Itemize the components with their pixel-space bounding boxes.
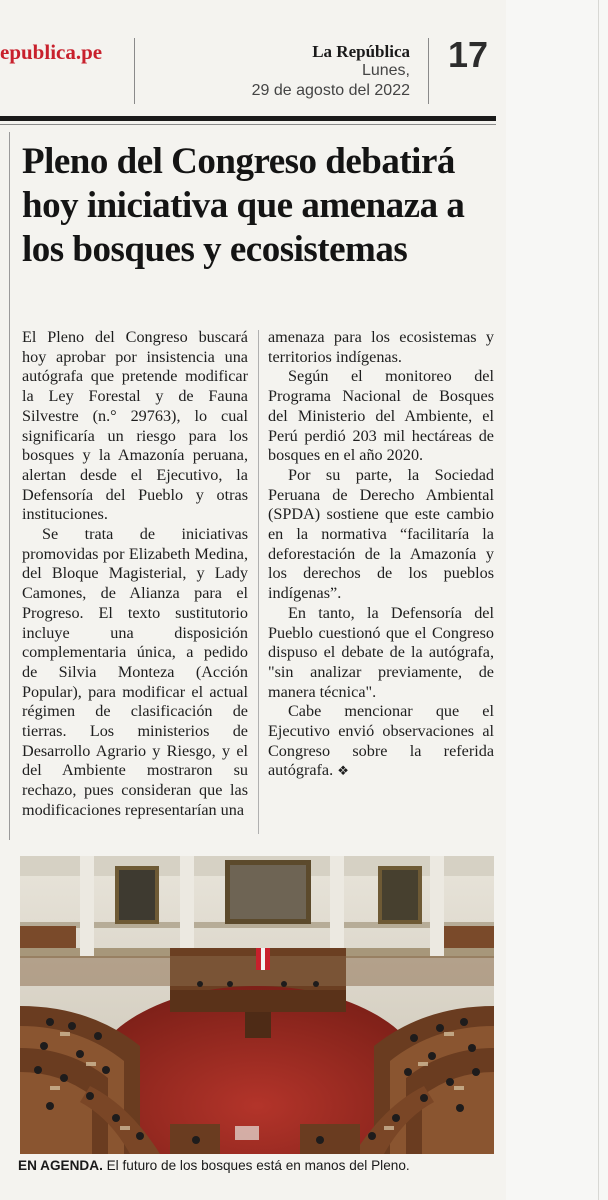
paragraph-text: Cabe mencionar que el Ejecutivo envió observaciones al Congreso sobre la referida autógrafa. (268, 702, 494, 780)
article-column-2 (268, 328, 494, 781)
page-number-divider (428, 38, 429, 104)
site-url: epublica.pe (0, 40, 103, 64)
header-divider (134, 38, 135, 104)
paragraph: amenaza para los ecosistemas y territorios indígenas. (268, 328, 494, 366)
weekday: Lunes, (361, 62, 410, 79)
caption-text: El futuro de los bosques está en manos del Pleno. (102, 1158, 410, 1173)
caption-tag: EN AGENDA. (18, 1158, 103, 1173)
article-left-rule (9, 132, 10, 840)
photo-caption (18, 1158, 498, 1173)
paragraph: El Pleno del Congreso buscará hoy aprobar por insistencia una autógrafa que pretende modificar la Ley Forestal y de Fauna Silvestre (n.° 29763), lo cual significaría un riesgo para los bosques y la Amazonía peruana, alertan desde el Ejecutivo, la Defensoría del Pueblo y otras instituciones. (22, 328, 248, 524)
column-divider (258, 330, 259, 834)
paragraph-last (268, 702, 494, 781)
paragraph: Según el monitoreo del Programa Nacional de Bosques del Ministerio del Ambiente, el Perú perdió 203 mil hectáreas de bosques en el año 2020. (268, 367, 494, 465)
congress-chamber-photo (20, 856, 494, 1154)
header-rule-thin (0, 124, 496, 125)
paragraph: Por su parte, la Sociedad Peruana de Derecho Ambiental (SPDA) sostiene que este cambio en la normativa “facilitaría la deforestación de la Amazonía y los derechos de los pueblos indígenas”. (268, 465, 494, 603)
paragraph: En tanto, la Defensoría del Pueblo cuestionó que el Congreso dispuso el debate de la autógrafa, "sin analizar previamente, de manera técnica". (268, 603, 494, 701)
page-number: 17 (448, 34, 489, 75)
newspaper-name: La República (312, 42, 410, 61)
paragraph: Se trata de iniciativas promovidas por Elizabeth Medina, del Bloque Magisterial, y Lady Camones, de Alianza para el Progreso. El texto sustitutorio incluye una disposición complementaria única, a pedido de Silvia Monteza (Acción Popular), para modificar el actual régimen de clasificación de tierras. Los ministerios de Desarrollo Agrario y Riesgo, y el del Ambiente mostraron su rechazo, pues consideran que las modificaciones representarían una (22, 525, 248, 819)
end-mark-icon: ❖ (337, 763, 349, 779)
article-column-1 (22, 328, 248, 821)
publication-date: 29 de agosto del 2022 (251, 82, 410, 99)
header-rule-thick (0, 116, 496, 121)
page-edge-line (598, 0, 599, 1200)
page-margin (506, 0, 608, 1200)
article-headline: Pleno del Congreso debatirá hoy iniciativa que amenaza a los bosques y ecosistemas (22, 141, 465, 270)
